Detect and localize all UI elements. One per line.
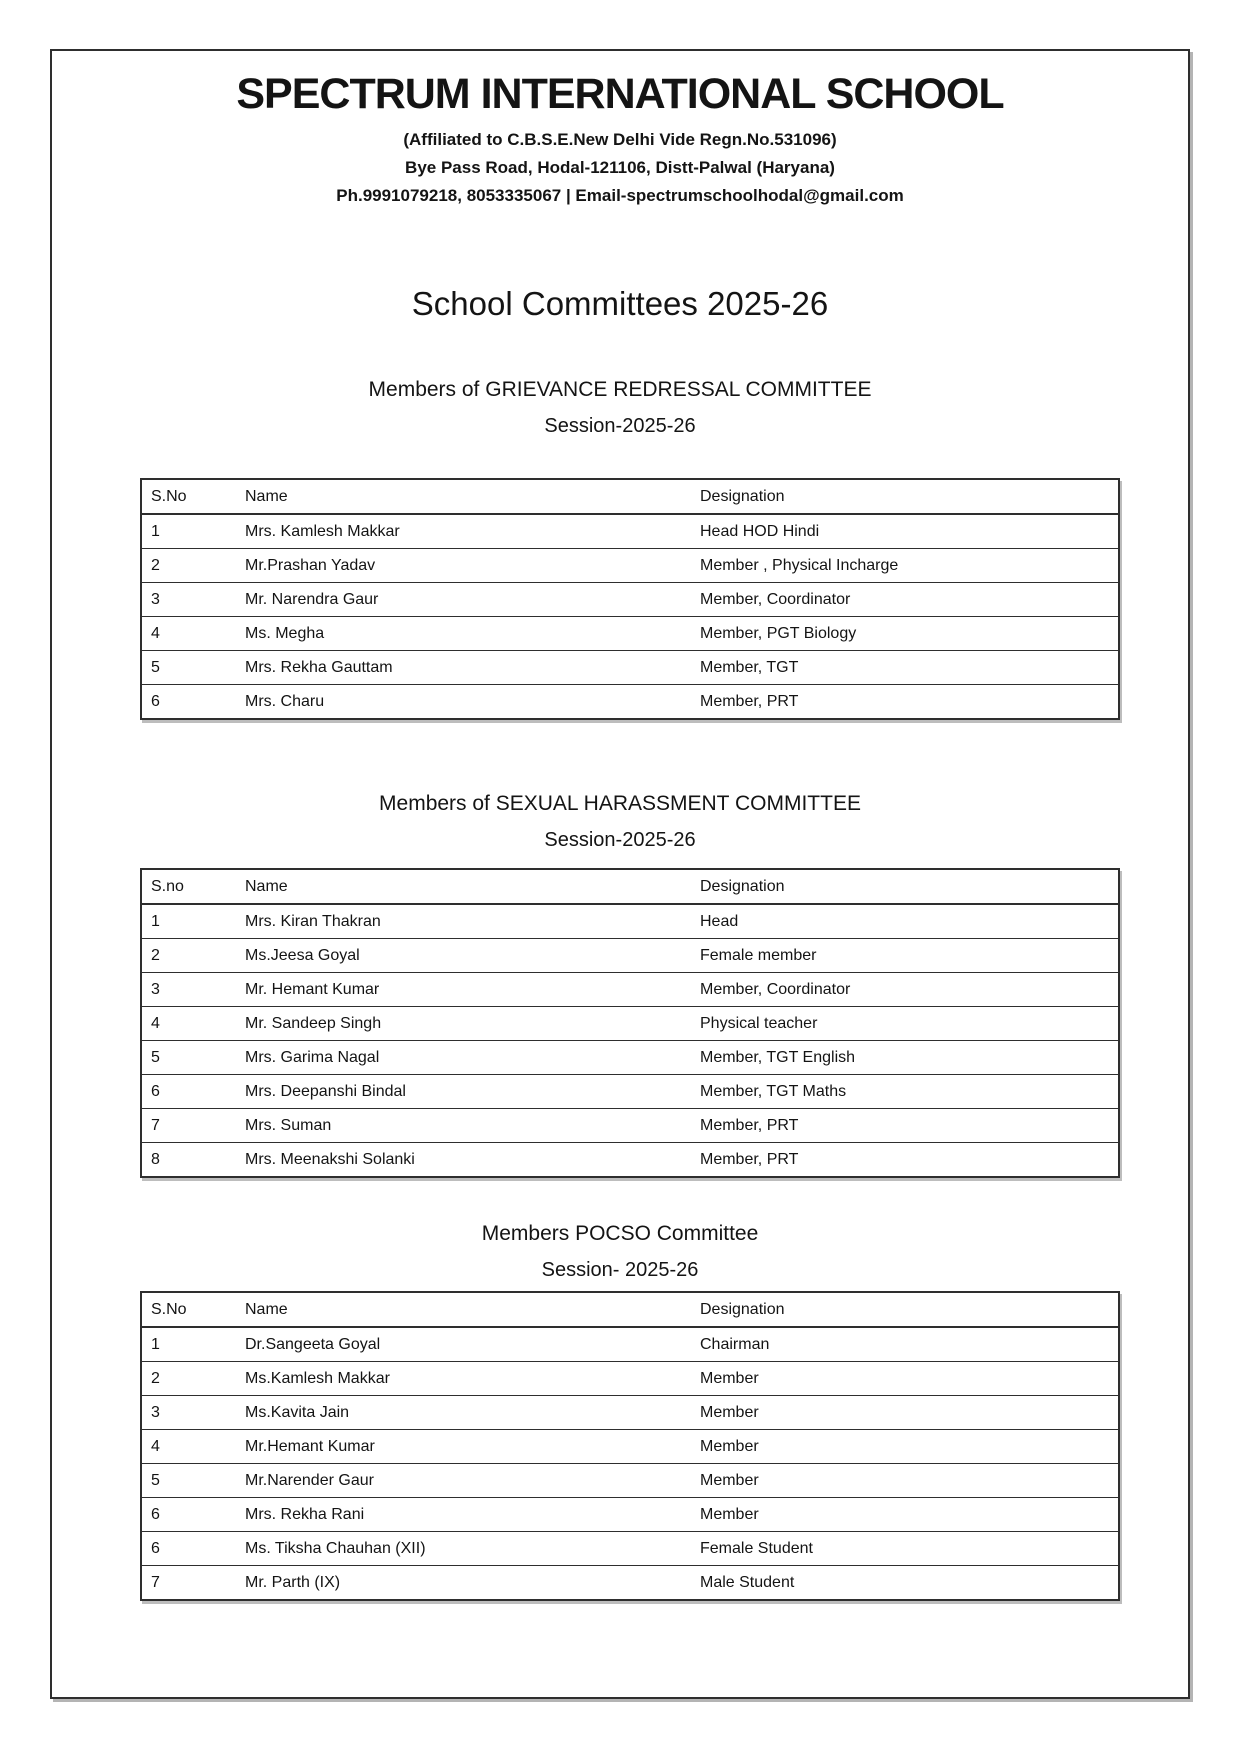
column-header: Designation xyxy=(700,1300,785,1318)
member-designation: Member xyxy=(691,1362,1119,1396)
member-designation: Member xyxy=(691,1464,1119,1498)
table-row xyxy=(141,651,1119,685)
member-name: Mrs. Charu xyxy=(236,685,691,720)
table-row xyxy=(141,1566,1119,1601)
row-serial: 4 xyxy=(141,1430,236,1464)
member-designation: Head xyxy=(691,904,1119,939)
row-serial: 3 xyxy=(141,583,236,617)
table-row xyxy=(141,549,1119,583)
member-designation: Member xyxy=(691,1430,1119,1464)
member-designation: Member, PRT xyxy=(691,1109,1119,1143)
row-serial: 5 xyxy=(141,1464,236,1498)
member-designation: Member, Coordinator xyxy=(691,973,1119,1007)
page-title: School Committees 2025-26 xyxy=(411,285,829,323)
committee-heading: Members of SEXUAL HARASSMENT COMMITTEE xyxy=(379,792,861,816)
table-row xyxy=(141,939,1119,973)
member-designation: Member, Coordinator xyxy=(691,583,1119,617)
member-designation: Member, PRT xyxy=(691,1143,1119,1178)
member-name: Ms. Megha xyxy=(236,617,691,651)
row-serial: 2 xyxy=(141,549,236,583)
column-header: Name xyxy=(245,1300,288,1318)
column-header: S.no xyxy=(151,877,184,895)
row-serial: 3 xyxy=(141,973,236,1007)
letterhead-details xyxy=(52,126,1188,210)
member-name: Ms.Kavita Jain xyxy=(236,1396,691,1430)
row-serial: 5 xyxy=(141,1041,236,1075)
column-header: Name xyxy=(245,487,288,505)
committee-session: Session-2025-26 xyxy=(544,829,696,852)
member-name: Mr.Prashan Yadav xyxy=(236,549,691,583)
table-row xyxy=(141,1498,1119,1532)
table-row xyxy=(141,1464,1119,1498)
member-name: Ms.Jeesa Goyal xyxy=(236,939,691,973)
committee-table xyxy=(140,1291,1120,1601)
column-header: Designation xyxy=(700,877,785,895)
table-row xyxy=(141,1109,1119,1143)
member-name: Mr.Narender Gaur xyxy=(236,1464,691,1498)
committee-sections xyxy=(52,378,1188,1601)
table-row xyxy=(141,583,1119,617)
table-row xyxy=(141,685,1119,720)
row-serial: 2 xyxy=(141,1362,236,1396)
table-row xyxy=(141,1075,1119,1109)
column-header: S.No xyxy=(151,487,187,505)
table-row xyxy=(141,1362,1119,1396)
member-name: Mrs. Kamlesh Makkar xyxy=(236,514,691,549)
table-header-row xyxy=(141,869,1119,904)
member-designation: Chairman xyxy=(691,1327,1119,1362)
letterhead xyxy=(52,71,1188,210)
row-serial: 1 xyxy=(141,514,236,549)
row-serial: 4 xyxy=(141,617,236,651)
row-serial: 2 xyxy=(141,939,236,973)
row-serial: 6 xyxy=(141,1532,236,1566)
table-header-row xyxy=(141,1292,1119,1327)
contact-line: Ph.9991079218, 8053335067 | Email-spectrumschoolhodal@gmail.com xyxy=(336,186,904,206)
member-designation: Female Student xyxy=(691,1532,1119,1566)
member-designation: Member, TGT Maths xyxy=(691,1075,1119,1109)
member-name: Mrs. Garima Nagal xyxy=(236,1041,691,1075)
table-row xyxy=(141,1143,1119,1178)
school-name: SPECTRUM INTERNATIONAL SCHOOL xyxy=(236,70,1004,118)
table-row xyxy=(141,904,1119,939)
member-designation: Female member xyxy=(691,939,1119,973)
table-row xyxy=(141,1327,1119,1362)
column-header: Name xyxy=(245,877,288,895)
member-designation: Member, PRT xyxy=(691,685,1119,720)
table-row xyxy=(141,1041,1119,1075)
member-name: Mrs. Meenakshi Solanki xyxy=(236,1143,691,1178)
member-designation: Physical teacher xyxy=(691,1007,1119,1041)
table-row xyxy=(141,1430,1119,1464)
table-row xyxy=(141,973,1119,1007)
member-name: Mrs. Rekha Gauttam xyxy=(236,651,691,685)
committee-session: Session-2025-26 xyxy=(544,415,696,438)
affiliation-line: (Affiliated to C.B.S.E.New Delhi Vide Regn.No.531096) xyxy=(403,130,837,150)
committee-table xyxy=(140,868,1120,1178)
member-name: Mrs. Suman xyxy=(236,1109,691,1143)
page-border-frame xyxy=(50,49,1190,1699)
member-name: Mr. Narendra Gaur xyxy=(236,583,691,617)
member-name: Mrs. Kiran Thakran xyxy=(236,904,691,939)
row-serial: 5 xyxy=(141,651,236,685)
table-header-row xyxy=(141,479,1119,514)
member-designation: Member, TGT English xyxy=(691,1041,1119,1075)
row-serial: 1 xyxy=(141,904,236,939)
table-row xyxy=(141,617,1119,651)
member-designation: Member, TGT xyxy=(691,651,1119,685)
row-serial: 3 xyxy=(141,1396,236,1430)
member-designation: Member xyxy=(691,1396,1119,1430)
table-row xyxy=(141,514,1119,549)
row-serial: 8 xyxy=(141,1143,236,1178)
row-serial: 4 xyxy=(141,1007,236,1041)
row-serial: 7 xyxy=(141,1109,236,1143)
address-line: Bye Pass Road, Hodal-121106, Distt-Palwal (Haryana) xyxy=(405,158,835,178)
table-row xyxy=(141,1532,1119,1566)
row-serial: 6 xyxy=(141,1498,236,1532)
table-row xyxy=(141,1396,1119,1430)
column-header: Designation xyxy=(700,487,785,505)
member-designation: Member , Physical Incharge xyxy=(691,549,1119,583)
member-name: Mr. Hemant Kumar xyxy=(236,973,691,1007)
member-designation: Member, PGT Biology xyxy=(691,617,1119,651)
row-serial: 1 xyxy=(141,1327,236,1362)
member-name: Dr.Sangeeta Goyal xyxy=(236,1327,691,1362)
member-designation: Male Student xyxy=(691,1566,1119,1601)
member-name: Mr. Sandeep Singh xyxy=(236,1007,691,1041)
committee-session: Session- 2025-26 xyxy=(541,1259,699,1282)
member-name: Ms. Tiksha Chauhan (XII) xyxy=(236,1532,691,1566)
committee-section xyxy=(52,378,1188,720)
member-name: Mrs. Deepanshi Bindal xyxy=(236,1075,691,1109)
committee-heading: Members POCSO Committee xyxy=(481,1222,759,1246)
committee-section xyxy=(52,1222,1188,1601)
committee-heading: Members of GRIEVANCE REDRESSAL COMMITTEE xyxy=(368,378,872,402)
member-name: Ms.Kamlesh Makkar xyxy=(236,1362,691,1396)
row-serial: 6 xyxy=(141,685,236,720)
committee-table xyxy=(140,478,1120,720)
member-designation: Head HOD Hindi xyxy=(691,514,1119,549)
row-serial: 7 xyxy=(141,1566,236,1601)
member-name: Mrs. Rekha Rani xyxy=(236,1498,691,1532)
committee-section xyxy=(52,792,1188,1178)
column-header: S.No xyxy=(151,1300,187,1318)
member-designation: Member xyxy=(691,1498,1119,1532)
member-name: Mr.Hemant Kumar xyxy=(236,1430,691,1464)
row-serial: 6 xyxy=(141,1075,236,1109)
member-name: Mr. Parth (IX) xyxy=(236,1566,691,1601)
table-row xyxy=(141,1007,1119,1041)
